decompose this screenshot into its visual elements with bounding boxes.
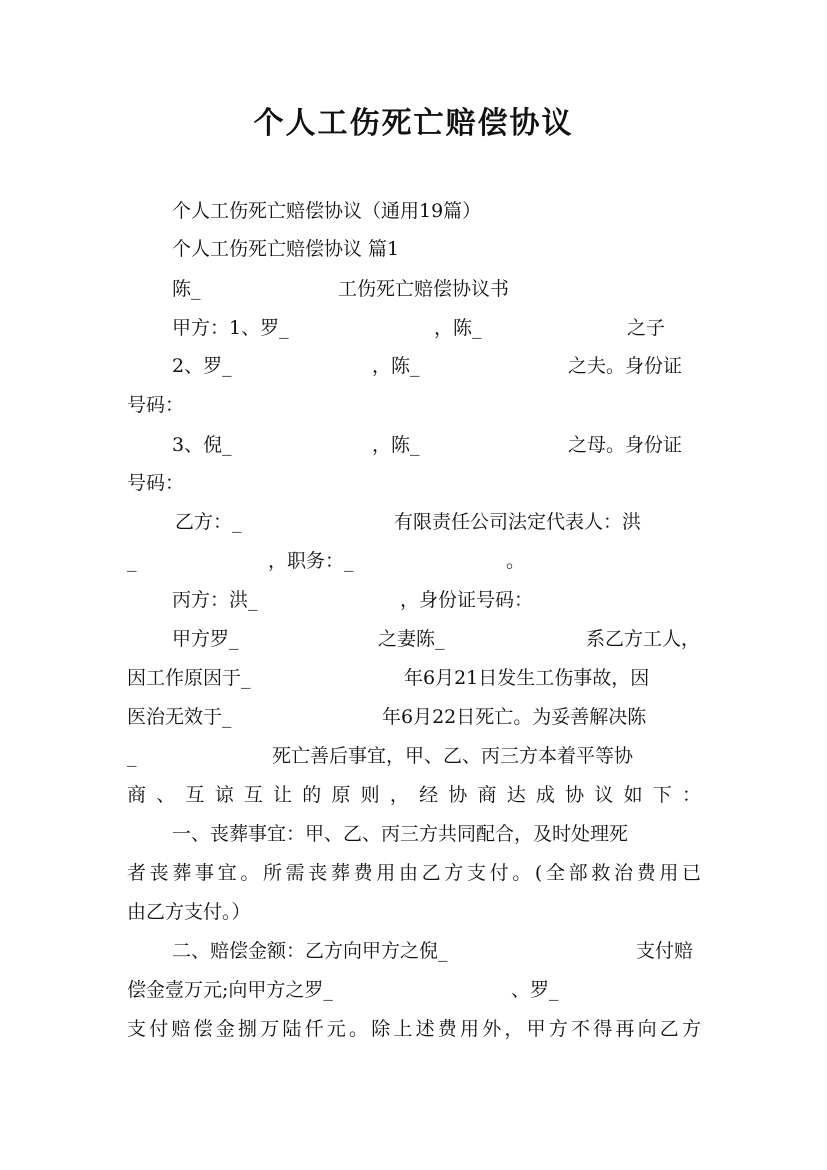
text-segment: 乙方：_	[175, 511, 242, 533]
text-line: 者丧葬事宜。所需丧葬费用由乙方支付。(全部救治费用已	[127, 862, 701, 884]
text-segment: 之妻陈_	[378, 628, 445, 650]
text-segment: ，职务：_	[268, 550, 354, 572]
text-segment: 二、赔偿金额：乙方向甲方之倪_	[172, 940, 448, 962]
text-segment: 系乙方工人，	[586, 628, 701, 650]
text-segment: 年6月22日死亡。为妥善解决陈	[382, 706, 647, 728]
text-segment: 个人工伤死亡赔偿协议（通用19篇）	[172, 200, 482, 222]
text-segment: 之母。身份证	[568, 434, 683, 456]
text-segment: 丙方：洪_	[172, 589, 258, 611]
text-segment: 死亡善后事宜，甲、乙、丙三方本着平等协	[272, 745, 634, 767]
text-segment: 3、倪_	[172, 434, 232, 456]
text-segment: 偿金壹万元;向甲方之罗_	[127, 979, 333, 1001]
text-segment: 个人工伤死亡赔偿协议 篇1	[172, 238, 400, 260]
text-segment: 一、丧葬事宜：甲、乙、丙三方共同配合，及时处理死	[172, 823, 629, 845]
text-segment: 号码：	[127, 394, 185, 416]
text-segment: 年6月21日发生工伤事故，因	[404, 667, 650, 689]
text-segment: 号码：	[127, 472, 185, 494]
text-segment: ，陈_	[372, 434, 420, 456]
text-segment: _	[127, 745, 137, 767]
text-segment: 。	[506, 550, 526, 572]
text-segment: 工伤死亡赔偿协议书	[338, 278, 510, 300]
document-title: 个人工伤死亡赔偿协议	[253, 106, 574, 141]
text-segment: 甲方罗_	[172, 628, 239, 650]
text-segment: 支付赔	[636, 940, 694, 962]
text-segment: 因工作原因于_	[127, 667, 251, 689]
text-segment: 甲方：1、罗_	[172, 317, 289, 339]
text-segment: ，身份证号码：	[400, 589, 534, 611]
text-segment: 、罗_	[511, 979, 559, 1001]
text-segment: 有限责任公司法定代表人：洪	[394, 511, 642, 533]
text-line: 支付赔偿金捌万陆仟元。除上述费用外，甲方不得再向乙方	[127, 1018, 701, 1040]
text-segment: 陈_	[172, 278, 201, 300]
text-segment: _	[127, 550, 137, 572]
text-segment: 医治无效于_	[127, 706, 232, 728]
text-segment: 之夫。身份证	[568, 355, 683, 377]
text-segment: 2、罗_	[172, 355, 232, 377]
text-line: 商、互谅互让的原则，经协商达成协议如下：	[127, 784, 701, 806]
text-segment: ，陈_	[372, 355, 420, 377]
text-segment: ，陈_	[434, 317, 482, 339]
text-segment: 由乙方支付。）	[127, 901, 251, 923]
text-segment: 之子	[627, 317, 666, 339]
